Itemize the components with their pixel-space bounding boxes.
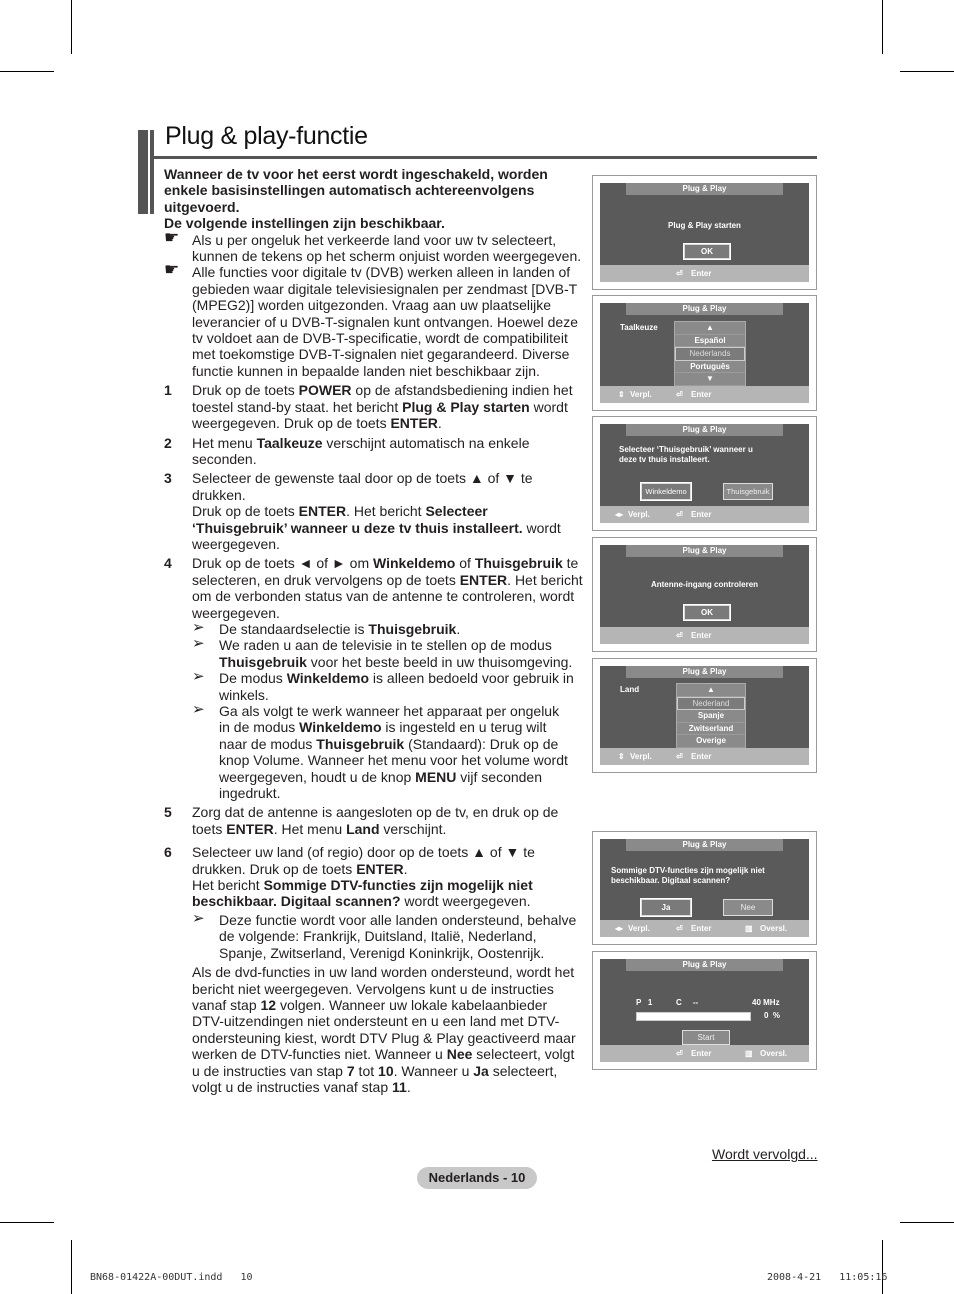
step-number: 1 (164, 382, 172, 399)
nee-button[interactable]: Nee (723, 899, 773, 916)
tv-menu (600, 839, 809, 937)
note-line: (MPEG2)] worden uitgezonden. Vraag aan uw plaatselijke (192, 297, 552, 314)
step-4-note (164, 703, 586, 801)
up-arrow-icon[interactable]: ▲ (677, 684, 745, 697)
menu-footer (600, 920, 809, 937)
screen-antenna-check (592, 537, 817, 652)
screen-country (592, 658, 817, 773)
menu-label: Taalkeuze (620, 323, 658, 332)
start-button[interactable]: Start (682, 1030, 730, 1045)
text: . Het bericht (346, 503, 426, 520)
text: . (403, 860, 408, 877)
text: selecteert, volgt (472, 1046, 575, 1063)
menu-header: Plug & Play (626, 839, 783, 851)
enter-icon: ⏎ (676, 1049, 683, 1058)
leftright-icon: ◂▸ (615, 924, 624, 933)
note (164, 260, 586, 379)
enter-label: Enter (691, 924, 712, 933)
text: deze tv thuis installeert. (619, 455, 710, 464)
arrow-bullet-icon: ➢ (192, 635, 205, 653)
text: We raden u aan de televisie in te stellen op de modus (219, 637, 552, 654)
note-line: met toekomstige DVB-T-signalen niet gegarandeerd. Diverse (192, 346, 570, 363)
text: ‘Thuisgebruik’ wanneer u deze tv thuis installeert. (192, 519, 523, 536)
text: Ja (473, 1062, 489, 1079)
menu-header: Plug & Play (626, 666, 783, 678)
text: vanaf stap (192, 996, 261, 1013)
text: Het menu (192, 434, 257, 451)
text: . Wanneer u (393, 1062, 474, 1079)
text: De modus (219, 670, 287, 687)
text: weergegeven. (192, 604, 280, 621)
text: 7 (346, 1062, 355, 1079)
updown-icon: ⇕ (618, 390, 625, 399)
arrow-bullet-icon: ➢ (192, 701, 205, 718)
text: ondersteuning kiest, wordt DTV Plug & Play geactiveerd maar (192, 1029, 576, 1046)
step-4-note (164, 618, 586, 637)
text: wordt (522, 519, 561, 536)
text: wordt (529, 398, 568, 415)
step-4-note (164, 670, 586, 703)
text: op de afstandsbediening indien het (351, 382, 573, 399)
text: ENTER (226, 820, 274, 837)
text: Selecteer (425, 503, 488, 520)
winkeldemo-button[interactable]: Winkeldemo (641, 483, 691, 500)
enter-label: Enter (691, 269, 712, 278)
enter-label: Enter (691, 752, 712, 761)
text: wordt weergegeven. (400, 893, 531, 910)
text: is ingesteld en u terug wilt (381, 719, 547, 736)
text: POWER (298, 382, 352, 399)
text: ENTER (390, 415, 438, 432)
screen-mode-select (592, 416, 817, 531)
text: Plug & Play starten (402, 398, 530, 415)
crop-mark (882, 1240, 883, 1294)
step-4-note (164, 637, 586, 670)
step-number: 5 (164, 804, 172, 821)
step-3 (164, 470, 586, 552)
exit-label: Oversl. (760, 1049, 788, 1058)
text: tot (354, 1062, 379, 1079)
text: . Het menu (273, 820, 347, 837)
text: toets (192, 820, 227, 837)
text: (Standaard): Druk op de (404, 735, 559, 752)
step-2 (164, 435, 586, 468)
text: . (437, 415, 442, 432)
crop-mark (900, 71, 954, 72)
ok-button[interactable]: OK (684, 605, 730, 620)
text: Winkeldemo (373, 555, 456, 572)
enter-icon: ⏎ (676, 510, 683, 519)
text: ingedrukt. (219, 785, 281, 802)
text: Druk op de toets (192, 382, 299, 399)
text: te (562, 555, 579, 572)
menu-message: Plug & Play starten (668, 221, 741, 230)
exit-icon: ▥ (745, 1049, 753, 1058)
crop-mark (0, 1222, 54, 1223)
text: Nee (446, 1046, 473, 1063)
exit-icon: ▥ (745, 924, 753, 933)
text: winkels. (219, 686, 269, 703)
text: vijf seconden (456, 768, 542, 785)
note-line: tv voldoet aan de DVB-T-specificatie, wordt de compatibiliteit (192, 330, 568, 347)
text: Zorg dat de antenne is aangesloten op de tv, en druk op de (192, 804, 559, 821)
text: selecteert, (488, 1062, 558, 1079)
menu-footer (600, 386, 809, 403)
text: Selecteer uw land (of regio) door op de toets ▲ of ▼ te (192, 844, 535, 861)
screen-language (592, 295, 817, 411)
footer-file: BN68-01422A-00DUT.indd 10 (90, 1272, 253, 1283)
tv-menu (600, 545, 809, 644)
intro-line: uitgevoerd. (164, 198, 240, 215)
crop-mark (0, 71, 54, 72)
menu-message: Antenne-ingang controleren (650, 580, 759, 589)
screen-plug-play-start (592, 175, 817, 290)
intro-line: Wanneer de tv voor het eerst wordt ingeschakeld, worden (164, 166, 548, 182)
menu-message (611, 866, 765, 886)
menu-header: Plug & Play (626, 424, 783, 436)
text: MENU (415, 768, 457, 785)
text: Thuisgebruik (316, 735, 405, 752)
step-number: 3 (164, 470, 172, 487)
text: weergegeven, houdt u de knop (219, 768, 416, 785)
text: volgen. Wanneer uw lokale kabelaanbieder (276, 996, 548, 1013)
menu-header: Plug & Play (626, 183, 783, 195)
menu-footer (600, 506, 809, 523)
text: knop Volume. Wanneer het menu voor het volume wordt (219, 752, 568, 769)
page-title: Plug & play-functie (165, 122, 368, 150)
text: Druk op de toets ◄ of ► om (192, 555, 374, 572)
continued-link[interactable]: Wordt vervolgd... (712, 1146, 818, 1162)
step-number: 6 (164, 844, 172, 861)
page-label: Nederlands - 10 (417, 1167, 537, 1189)
intro-line: De volgende instellingen zijn beschikbaar. (164, 215, 445, 232)
arrow-bullet-icon: ➢ (192, 618, 205, 636)
text: 10 (378, 1062, 394, 1079)
text: u de instructies van stap (192, 1062, 347, 1079)
menu-footer (600, 627, 809, 644)
note (164, 227, 586, 265)
program-readout: P 1 (636, 998, 653, 1007)
text: . Het bericht (507, 571, 583, 588)
intro (164, 166, 586, 232)
menu-header: Plug & Play (626, 545, 783, 557)
progress-percent: 0 % (764, 1011, 781, 1020)
crop-mark (71, 0, 72, 54)
step-5 (164, 804, 586, 837)
text: Winkeldemo (299, 719, 382, 736)
step-number: 4 (164, 555, 172, 572)
text: drukken. Druk op de toets (192, 860, 357, 877)
text: ENTER (459, 571, 508, 588)
text: Deze functie wordt voor alle landen ondersteund, behalve (219, 911, 577, 928)
channel-readout: C -- (676, 998, 699, 1007)
hand-pointer-icon: ☛ (164, 260, 180, 280)
enter-label: Enter (691, 390, 712, 399)
list-item[interactable]: Overige (677, 735, 745, 748)
enter-label: Enter (691, 631, 712, 640)
scan-progress-bar (636, 1012, 751, 1021)
text: is alleen bedoeld voor gebruik in (369, 670, 574, 687)
step-6-paragraph (164, 964, 586, 1095)
step-4 (164, 555, 586, 621)
menu-label: Land (620, 685, 640, 694)
language-list[interactable] (674, 321, 746, 387)
move-label: Verpl. (628, 924, 650, 933)
updown-icon: ⇕ (618, 752, 625, 761)
tv-menu (600, 959, 809, 1062)
frequency-readout: 40 MHz (752, 998, 780, 1007)
move-label: Verpl. (628, 510, 650, 519)
text: Sommige DTV-functies zijn mogelijk niet (263, 877, 533, 894)
move-label: Verpl. (630, 390, 652, 399)
text: Ga als volgt te werk wanneer het apparaat per ongeluk (219, 703, 560, 719)
step-6-note (164, 909, 586, 961)
text: Thuisgebruik (219, 653, 307, 670)
text: seconden. (192, 450, 257, 467)
country-list[interactable] (676, 683, 746, 749)
text: 12 (260, 996, 277, 1013)
text: verschijnt. (379, 820, 447, 837)
text: Het bericht (192, 877, 264, 894)
enter-icon: ⏎ (676, 924, 683, 933)
list-item[interactable]: Português (675, 361, 745, 374)
title-accent-bar (138, 130, 148, 214)
text: . (406, 1078, 411, 1095)
text: Als de dvd-functies in uw land worden ondersteund, wordt het (192, 964, 575, 981)
enter-label: Enter (691, 510, 712, 519)
text: naar de modus (219, 735, 317, 752)
menu-footer (600, 748, 809, 765)
enter-icon: ⏎ (676, 631, 683, 640)
text: De standaardselectie is (219, 620, 369, 637)
text: Sommige DTV-functies zijn mogelijk niet (611, 866, 765, 875)
menu-footer (600, 265, 809, 282)
footer-timestamp: 2008-4-21 11:05:16 (767, 1272, 888, 1283)
list-item-selected[interactable]: Nederland (677, 697, 745, 711)
list-item[interactable]: Español (675, 335, 745, 348)
note-line: functie kunnen in bepaalde landen niet beschikbaar zijn. (192, 362, 540, 379)
screen-dtv-scan (592, 831, 817, 945)
text: Spanje, Zwitserland, Verenigd Koninkrijk, Oostenrijk. (219, 944, 545, 961)
menu-footer (600, 1045, 809, 1062)
tv-menu (600, 183, 809, 282)
enter-icon: ⏎ (676, 752, 683, 761)
text: Selecteer de gewenste taal door op de toets ▲ of ▼ te drukken. (192, 470, 533, 503)
note-line: leverancier of u DVB-T-signalen kunt ontvangen. Hoewel deze (192, 313, 578, 330)
list-item[interactable]: Spanje (677, 710, 745, 723)
text: om de verbonden status van de antenne te controleren, wordt (192, 588, 575, 605)
menu-message (619, 445, 753, 465)
list-item-selected[interactable]: Nederlands (675, 347, 745, 361)
text: Land (346, 820, 380, 837)
note-line: gebieden waar digitale televisiesignalen per zendmast [DVB-T (192, 280, 578, 297)
text: . (456, 620, 461, 637)
text: verschijnt automatisch na enkele (322, 434, 530, 451)
up-arrow-icon[interactable]: ▲ (675, 322, 745, 335)
enter-label: Enter (691, 1049, 712, 1058)
text: weergegeven. Druk op de toets (192, 415, 391, 432)
tv-menu (600, 424, 809, 523)
screen-scan-progress (592, 951, 817, 1070)
arrow-bullet-icon: ➢ (192, 909, 205, 927)
text: Selecteer ‘Thuisgebruik’ wanneer u (619, 445, 753, 454)
text: volgt u de instructies vanaf stap (192, 1078, 392, 1095)
note-line: Als u per ongeluk het verkeerde land voor uw tv selecteert, (192, 231, 557, 248)
step-number: 2 (164, 434, 172, 451)
text: Thuisgebruik (474, 555, 563, 572)
text: Winkeldemo (286, 670, 370, 687)
text: beschikbaar. Digitaal scannen? (611, 876, 731, 885)
text: Druk op de toets (192, 503, 299, 520)
text: voor het beste beeld in uw thuisomgeving. (306, 653, 573, 670)
intro-line: enkele basisinstellingen automatisch achtereenvolgens (164, 182, 535, 199)
exit-label: Oversl. (760, 924, 788, 933)
text: of (455, 555, 475, 572)
text: de volgende: Frankrijk, Duitsland, Italië, Nederland, (219, 928, 537, 945)
move-label: Verpl. (630, 752, 652, 761)
title-accent-bar (150, 130, 154, 214)
ok-button[interactable]: OK (684, 244, 730, 259)
enter-icon: ⏎ (676, 390, 683, 399)
crop-mark (882, 0, 883, 54)
tv-menu (600, 303, 809, 403)
body-text (164, 166, 586, 1095)
text: beschikbaar. Digitaal scannen? (192, 893, 401, 910)
hand-pointer-icon: ☛ (164, 227, 180, 247)
down-arrow-icon[interactable]: ▼ (675, 373, 745, 386)
step-1 (164, 382, 586, 431)
thuisgebruik-button[interactable]: Thuisgebruik (723, 483, 773, 500)
text: toestel stand-by staat. het bericht (192, 398, 403, 415)
menu-header: Plug & Play (626, 959, 783, 971)
text: DTV-uitzendingen niet ondersteunt en u een land met DTV- (192, 1013, 560, 1030)
note-line: kunnen de tekens op het scherm onjuist worden weergegeven. (192, 248, 582, 265)
title-rule (150, 156, 817, 159)
crop-mark (71, 1240, 72, 1294)
text: weergegeven. (192, 535, 280, 552)
text: Taalkeuze (256, 434, 323, 451)
ja-button[interactable]: Ja (641, 899, 691, 916)
note-line: Alle functies voor digitale tv (DVB) werken alleen in landen of (192, 264, 571, 281)
text: bericht niet weergegeven. Vervolgens kunt u de instructies (192, 980, 554, 997)
menu-header: Plug & Play (626, 303, 783, 315)
leftright-icon: ◂▸ (615, 510, 624, 519)
text: Thuisgebruik (368, 620, 457, 637)
list-item[interactable]: Zwitserland (677, 723, 745, 736)
text: selecteren, en druk vervolgens op de toets (192, 571, 460, 588)
text: in de modus (219, 719, 300, 736)
text: 11 (392, 1078, 407, 1095)
text: werken de DTV-functies niet. Wanneer u (192, 1046, 447, 1063)
text: ENTER (356, 860, 404, 877)
step-6 (164, 844, 586, 910)
text: ENTER (298, 503, 347, 520)
enter-icon: ⏎ (676, 269, 683, 278)
arrow-bullet-icon: ➢ (192, 668, 205, 686)
tv-menu (600, 666, 809, 765)
crop-mark (900, 1222, 954, 1223)
